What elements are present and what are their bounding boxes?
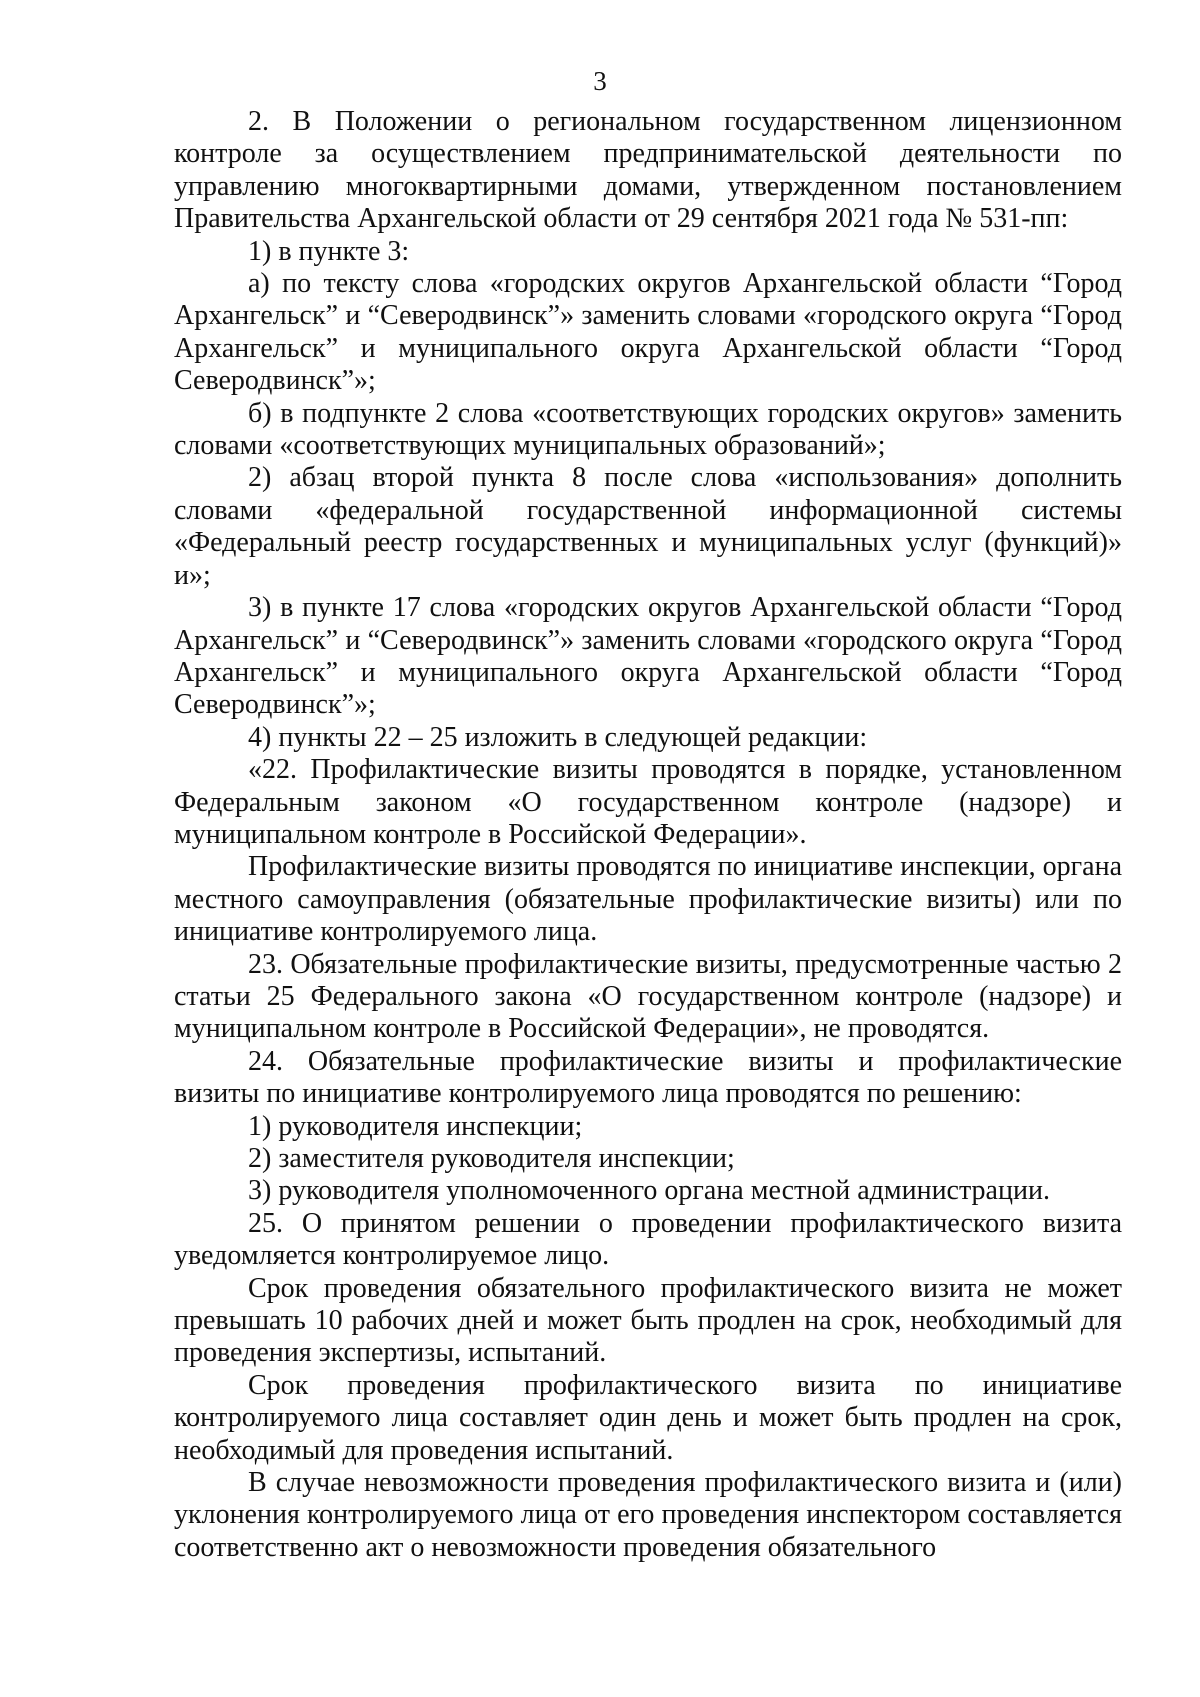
paragraph-point-25-impossibility: В случае невозможности проведения профилактического визита и (или) уклонения контролируемого лица от его проведения инспектором составляется соответственно акт о невозможности проведения обязательного	[174, 1467, 1122, 1563]
paragraph-item-4: 4) пункты 22 – 25 изложить в следующей редакции:	[248, 721, 868, 753]
paragraph-point-25-term-mandatory: Срок проведения обязательного профилактического визита не может превышать 10 рабочих дней и может быть продлен на срок, необходимый для проведения экспертизы, испытаний.	[174, 1272, 1122, 1369]
paragraph-point-24-item-2: 2) заместителя руководителя инспекции;	[248, 1143, 735, 1174]
paragraph-subitem-b: б) в подпункте 2 слова «соответствующих городских округов» заменить словами «соответствующих муниципальных образований»;	[174, 397, 1122, 462]
paragraph-item-1: 1) в пункте 3:	[248, 235, 410, 267]
paragraph-point-24-item-3: 3) руководителя уполномоченного органа местной администрации.	[248, 1175, 1050, 1207]
paragraph-item-2: 2) абзац второй пункта 8 после слова «использования» дополнить словами «федеральной государственной информационной системы «Федеральный реестр государственных и муниципальных услуг (функций)» и»;	[174, 462, 1122, 591]
paragraph-point-24-item-1: 1) руководителя инспекции;	[248, 1110, 583, 1142]
document-body	[174, 106, 1122, 1564]
paragraph-point-25-term-initiative: Срок проведения профилактического визита по инициативе контролируемого лица составляет один день и может быть продлен на срок, необходимый для проведения испытаний.	[174, 1369, 1122, 1466]
paragraph-point-22-continued: Профилактические визиты проводятся по инициативе инспекции, органа местного самоуправления (обязательные профилактические визиты) или по инициативе контролируемого лица.	[174, 851, 1122, 948]
paragraph-point-24: 24. Обязательные профилактические визиты и профилактические визиты по инициативе контролируемого лица проводятся по решению:	[174, 1045, 1122, 1110]
paragraph-point-22: «22. Профилактические визиты проводятся в порядке, установленном Федеральным законом «О государственном контроле (надзоре) и муниципальном контроле в Российской Федерации».	[174, 754, 1122, 850]
paragraph-point-25: 25. О принятом решении о проведении профилактического визита уведомляется контролируемое лицо.	[174, 1207, 1122, 1272]
paragraph-subitem-a: а) по тексту слова «городских округов Архангельской области “Город Архангельск” и “Северодвинск”» заменить словами «городского округа “Город Архангельск” и муниципального округа Архангельской области “Город Северодвинск”»;	[174, 268, 1122, 397]
paragraph-point-23: 23. Обязательные профилактические визиты, предусмотренные частью 2 статьи 25 Федерального закона «О государственном контроле (надзоре) и муниципальном контроле в Российской Федерации», не проводятся.	[174, 948, 1122, 1045]
paragraph-amendment-2: 2. В Положении о региональном государственном лицензионном контроле за осуществлением предпринимательской деятельности по управлению многоквартирными домами, утвержденном постановлением Правительства Архангельской области от 29 сентября 2021 года № 531-пп:	[174, 106, 1122, 235]
paragraph-item-3: 3) в пункте 17 слова «городских округов Архангельской области “Город Архангельск” и “Северодвинск”» заменить словами «городского округа “Город Архангельск” и муниципального округа Архангельской области “Город Северодвинск”»;	[174, 592, 1122, 721]
page-number: 3	[593, 66, 607, 96]
